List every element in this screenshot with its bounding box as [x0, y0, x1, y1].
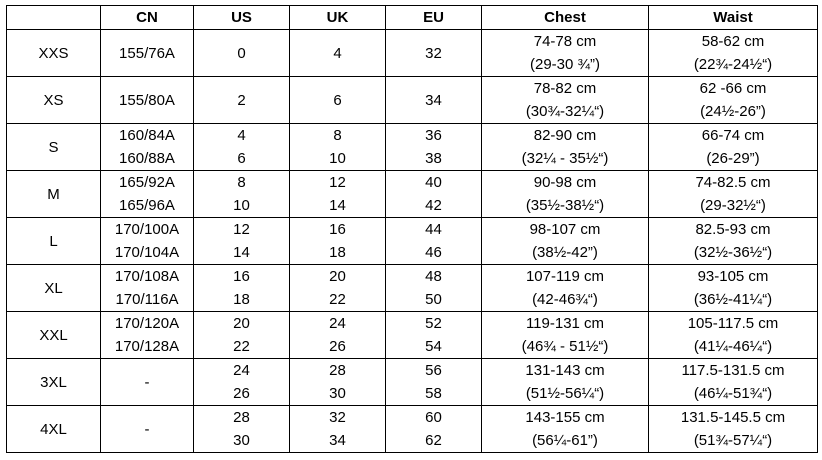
header-cn: CN — [101, 6, 194, 30]
cell-chest-line: 131-143 cm — [525, 362, 605, 379]
cell-us-line: 6 — [237, 150, 246, 167]
cell-eu-line: 54 — [425, 338, 442, 355]
cell-uk-line: 34 — [329, 432, 346, 449]
cell-waist-line: (24½-26”) — [700, 103, 766, 120]
cell-size: XXS — [7, 30, 101, 77]
header-size — [7, 6, 101, 30]
cell-cn — [101, 218, 194, 265]
cell-chest-line: 143-155 cm — [525, 409, 605, 426]
cell-chest-line: (46¾ - 51½“) — [521, 338, 609, 355]
cell-cn-line: 170/120A — [114, 315, 180, 332]
cell-us-line: 20 — [233, 315, 250, 332]
cell-us — [194, 312, 290, 359]
cell-chest-line: 82-90 cm — [533, 127, 597, 144]
cell-waist-line: 82.5-93 cm — [695, 221, 771, 238]
cell-chest-line: 98-107 cm — [529, 221, 601, 238]
cell-cn-line: 155/80A — [119, 91, 175, 109]
cell-uk-line: 12 — [329, 174, 346, 191]
cell-waist — [649, 359, 818, 406]
cell-chest — [482, 30, 649, 77]
header-eu: EU — [386, 6, 482, 30]
cell-uk-line: 8 — [333, 127, 342, 144]
cell-uk — [290, 406, 386, 453]
cell-uk-line: 32 — [329, 409, 346, 426]
cell-us-line: 18 — [233, 291, 250, 308]
header-uk: UK — [290, 6, 386, 30]
cell-waist-line: 117.5-131.5 cm — [681, 362, 785, 379]
cell-waist-line: (29-32½“) — [700, 197, 766, 214]
cell-cn-line: - — [144, 420, 150, 438]
cell-waist-line: (41¼-46¼“) — [693, 338, 773, 355]
cell-waist-line: (51¾-57¼“) — [693, 432, 773, 449]
cell-chest — [482, 77, 649, 124]
cell-chest-line: 90-98 cm — [533, 174, 597, 191]
cell-cn-line: 170/100A — [114, 221, 180, 238]
cell-uk-line: 24 — [329, 315, 346, 332]
cell-chest — [482, 124, 649, 171]
header-us: US — [194, 6, 290, 30]
cell-us-line: 14 — [233, 244, 250, 261]
cell-us-line: 28 — [233, 409, 250, 426]
cell-uk — [290, 30, 386, 77]
cell-us-line: 16 — [233, 268, 250, 285]
cell-eu-line: 42 — [425, 197, 442, 214]
size-chart-table — [6, 5, 818, 453]
cell-size: XXL — [7, 312, 101, 359]
table-row — [7, 359, 818, 406]
cell-waist — [649, 124, 818, 171]
cell-uk — [290, 124, 386, 171]
cell-eu-line: 38 — [425, 150, 442, 167]
table-row — [7, 30, 818, 77]
cell-uk-line: 14 — [329, 197, 346, 214]
cell-cn-line: 170/116A — [115, 291, 179, 308]
cell-waist — [649, 218, 818, 265]
cell-uk-line: 4 — [333, 44, 342, 62]
cell-waist-line: (46¼-51¾“) — [693, 385, 773, 402]
cell-chest-line: (42-46¾“) — [532, 291, 598, 308]
cell-chest-line: 107-119 cm — [525, 268, 605, 285]
cell-eu-line: 60 — [425, 409, 442, 426]
cell-waist — [649, 30, 818, 77]
cell-size: M — [7, 171, 101, 218]
cell-us — [194, 77, 290, 124]
cell-us — [194, 124, 290, 171]
cell-uk — [290, 218, 386, 265]
cell-cn — [101, 265, 194, 312]
cell-waist-line: (36½-41¼“) — [693, 291, 773, 308]
cell-eu-line: 46 — [425, 244, 442, 261]
cell-waist — [649, 77, 818, 124]
cell-eu-line: 32 — [425, 44, 442, 62]
size-rows — [7, 30, 818, 453]
cell-chest-line: (30¾-32¼“) — [525, 103, 605, 120]
cell-size: XS — [7, 77, 101, 124]
cell-waist — [649, 406, 818, 453]
cell-us-line: 22 — [233, 338, 250, 355]
header-chest: Chest — [482, 6, 649, 30]
cell-us — [194, 218, 290, 265]
cell-uk-line: 10 — [329, 150, 346, 167]
cell-uk-line: 30 — [329, 385, 346, 402]
cell-eu-line: 50 — [425, 291, 442, 308]
cell-size: S — [7, 124, 101, 171]
header-row — [7, 6, 818, 30]
cell-us-line: 12 — [233, 221, 250, 238]
cell-us-line: 4 — [237, 127, 246, 144]
cell-cn-line: 160/84A — [119, 127, 175, 144]
table-row — [7, 312, 818, 359]
cell-chest-line: 78-82 cm — [533, 80, 597, 97]
cell-us — [194, 265, 290, 312]
cell-eu-line: 44 — [425, 221, 442, 238]
cell-uk-line: 16 — [329, 221, 346, 238]
cell-us-line: 8 — [237, 174, 246, 191]
cell-chest-line: (32¼ - 35½“) — [521, 150, 609, 167]
cell-us — [194, 30, 290, 77]
cell-size: L — [7, 218, 101, 265]
cell-chest-line: (38½-42”) — [532, 244, 598, 261]
cell-uk-line: 26 — [329, 338, 346, 355]
cell-us — [194, 171, 290, 218]
cell-chest-line: (35½-38½“) — [525, 197, 605, 214]
cell-chest — [482, 171, 649, 218]
cell-uk-line: 18 — [329, 244, 346, 261]
cell-chest — [482, 265, 649, 312]
table-row — [7, 124, 818, 171]
cell-eu-line: 52 — [425, 315, 442, 332]
cell-chest-line: 74-78 cm — [533, 33, 597, 50]
cell-us — [194, 359, 290, 406]
cell-size: 4XL — [7, 406, 101, 453]
cell-uk — [290, 265, 386, 312]
cell-cn-line: 160/88A — [119, 150, 175, 167]
cell-waist-line: 66-74 cm — [701, 127, 765, 144]
cell-chest — [482, 312, 649, 359]
cell-cn-line: - — [144, 373, 150, 391]
cell-eu-line: 48 — [425, 268, 442, 285]
cell-size: XL — [7, 265, 101, 312]
cell-chest-line: (51½-56¼“) — [525, 385, 605, 402]
cell-cn — [101, 406, 194, 453]
cell-eu — [386, 265, 482, 312]
cell-cn-line: 165/96A — [119, 197, 175, 214]
cell-chest — [482, 406, 649, 453]
cell-waist-line: 131.5-145.5 cm — [680, 409, 786, 426]
table-row — [7, 265, 818, 312]
cell-size: 3XL — [7, 359, 101, 406]
cell-cn — [101, 359, 194, 406]
cell-waist-line: (22¾-24½“) — [693, 56, 773, 73]
cell-uk-line: 6 — [333, 91, 342, 109]
cell-waist-line: 93-105 cm — [697, 268, 769, 285]
cell-waist-line: 105-117.5 cm — [687, 315, 779, 332]
cell-waist-line: (32½-36½“) — [693, 244, 773, 261]
cell-eu-line: 58 — [425, 385, 442, 402]
cell-cn-line: 170/128A — [114, 338, 180, 355]
cell-eu-line: 62 — [425, 432, 442, 449]
cell-eu-line: 36 — [425, 127, 442, 144]
cell-eu — [386, 359, 482, 406]
cell-uk-line: 20 — [329, 268, 346, 285]
cell-us-line: 0 — [237, 44, 246, 62]
cell-eu — [386, 30, 482, 77]
cell-cn-line: 165/92A — [119, 174, 175, 191]
cell-chest-line: (29-30 ¾”) — [529, 56, 601, 73]
cell-uk — [290, 359, 386, 406]
cell-chest — [482, 218, 649, 265]
cell-us-line: 26 — [233, 385, 250, 402]
cell-cn — [101, 124, 194, 171]
cell-cn-line: 170/108A — [114, 268, 180, 285]
cell-waist — [649, 171, 818, 218]
cell-waist-line: (26-29”) — [706, 150, 760, 167]
cell-eu-line: 56 — [425, 362, 442, 379]
table-row — [7, 77, 818, 124]
cell-chest — [482, 359, 649, 406]
cell-eu-line: 34 — [425, 91, 442, 109]
cell-us-line: 2 — [237, 91, 246, 109]
cell-uk — [290, 171, 386, 218]
cell-cn-line: 155/76A — [119, 44, 175, 62]
cell-waist — [649, 312, 818, 359]
cell-cn-line: 170/104A — [114, 244, 180, 261]
cell-chest-line: 119-131 cm — [525, 315, 605, 332]
table-row — [7, 218, 818, 265]
table-row — [7, 171, 818, 218]
cell-eu — [386, 124, 482, 171]
cell-us-line: 24 — [233, 362, 250, 379]
cell-us-line: 30 — [233, 432, 250, 449]
cell-eu — [386, 312, 482, 359]
cell-waist-line: 74-82.5 cm — [695, 174, 771, 191]
cell-cn — [101, 30, 194, 77]
cell-eu — [386, 406, 482, 453]
cell-cn — [101, 77, 194, 124]
cell-chest-line: (56¼-61”) — [532, 432, 598, 449]
cell-us — [194, 406, 290, 453]
header-waist: Waist — [649, 6, 818, 30]
cell-eu — [386, 171, 482, 218]
table-row — [7, 406, 818, 453]
cell-cn — [101, 312, 194, 359]
cell-uk-line: 22 — [329, 291, 346, 308]
cell-waist-line: 58-62 cm — [701, 33, 765, 50]
cell-uk-line: 28 — [329, 362, 346, 379]
cell-waist — [649, 265, 818, 312]
cell-eu-line: 40 — [425, 174, 442, 191]
cell-cn — [101, 171, 194, 218]
cell-eu — [386, 218, 482, 265]
cell-uk — [290, 312, 386, 359]
cell-us-line: 10 — [233, 197, 250, 214]
cell-eu — [386, 77, 482, 124]
cell-waist-line: 62 -66 cm — [699, 80, 767, 97]
cell-uk — [290, 77, 386, 124]
